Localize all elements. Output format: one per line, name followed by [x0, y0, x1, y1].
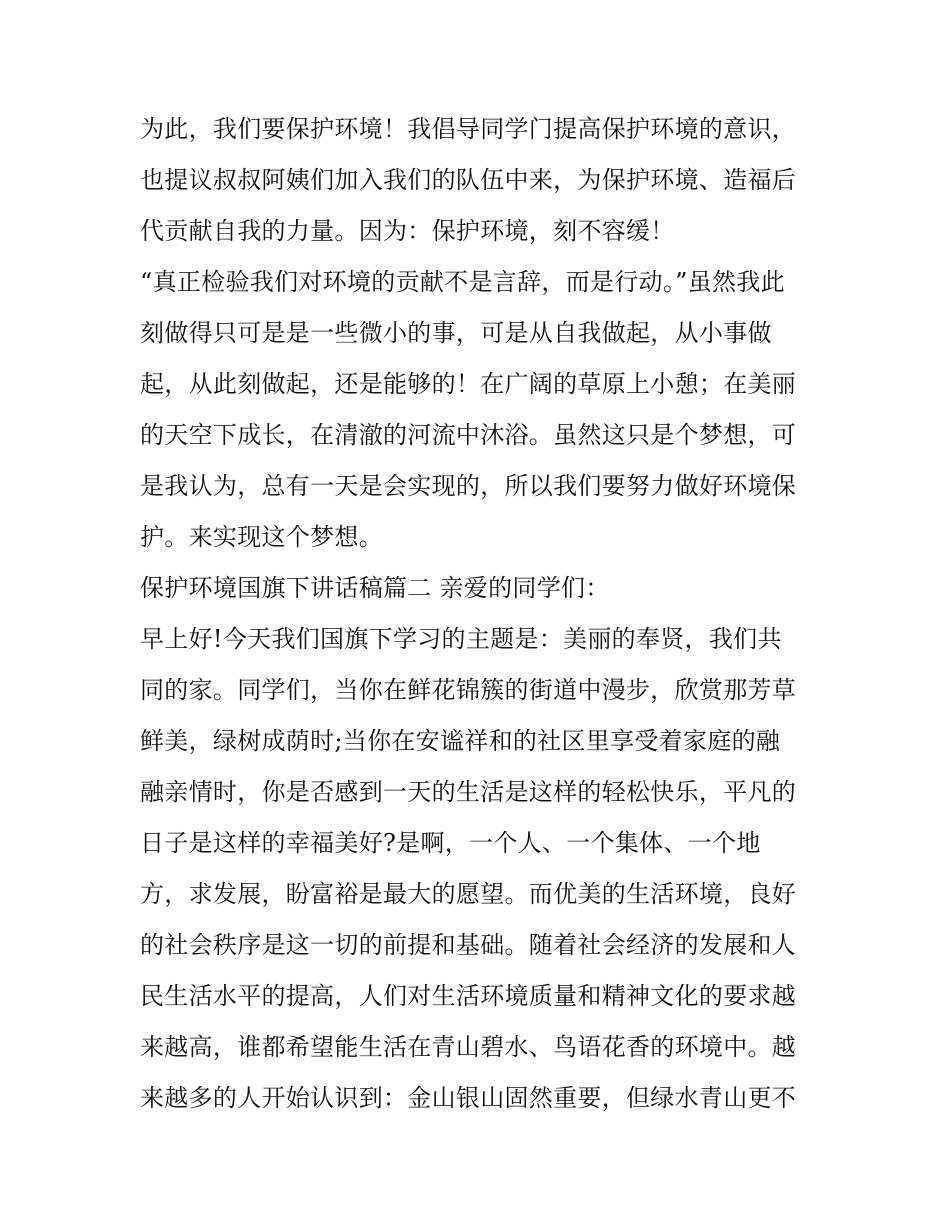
text-line: 来越高，谁都希望能生活在青山碧水、鸟语花香的环境中。越	[140, 1033, 797, 1061]
text-line: 也提议叔叔阿姨们加入我们的队伍中来，为保护环境、造福后	[140, 166, 797, 194]
text-line: 来越多的人开始认识到：金山银山固然重要，但绿水青山更不	[140, 1084, 797, 1112]
text-line: 护。来实现这个梦想。	[140, 523, 383, 551]
section-heading-line: 保护环境国旗下讲话稿篇二 亲爱的同学们：	[140, 574, 610, 602]
document-body	[140, 104, 820, 1124]
text-line: 的天空下成长，在清澈的河流中沐浴。虽然这只是个梦想，可	[140, 421, 797, 449]
text-line: 方，求发展，盼富裕是最大的愿望。而优美的生活环境，良好	[140, 880, 797, 908]
text-line: 的社会秩序是这一切的前提和基础。随着社会经济的发展和人	[140, 931, 797, 959]
text-line: 代贡献自我的力量。因为：保护环境，刻不容缓！	[140, 217, 675, 245]
text-line: 早上好!今天我们国旗下学习的主题是：美丽的奉贤，我们共	[140, 625, 782, 653]
text-line: 起，从此刻做起，还是能够的！在广阔的草原上小憩；在美丽	[140, 370, 797, 398]
text-line: 鲜美，绿树成荫时;当你在安谧祥和的社区里享受着家庭的融	[140, 727, 781, 755]
text-line: “真正检验我们对环境的贡献不是言辞，而是行动。”虽然我此	[140, 268, 785, 296]
text-line: 同的家。同学们，当你在鲜花锦簇的街道中漫步，欣赏那芳草	[140, 676, 797, 704]
text-line: 为此，我们要保护环境！我倡导同学门提高保护环境的意识，	[140, 115, 797, 143]
text-line: 民生活水平的提高，人们对生活环境质量和精神文化的要求越	[140, 982, 797, 1010]
text-line: 融亲情时，你是否感到一天的生活是这样的轻松快乐，平凡的	[140, 778, 797, 806]
text-line: 刻做得只可是是一些微小的事，可是从自我做起，从小事做	[140, 319, 772, 347]
text-line: 是我认为，总有一天是会实现的，所以我们要努力做好环境保	[140, 472, 797, 500]
text-line: 日子是这样的幸福美好?是啊，一个人、一个集体、一个地	[140, 829, 761, 857]
